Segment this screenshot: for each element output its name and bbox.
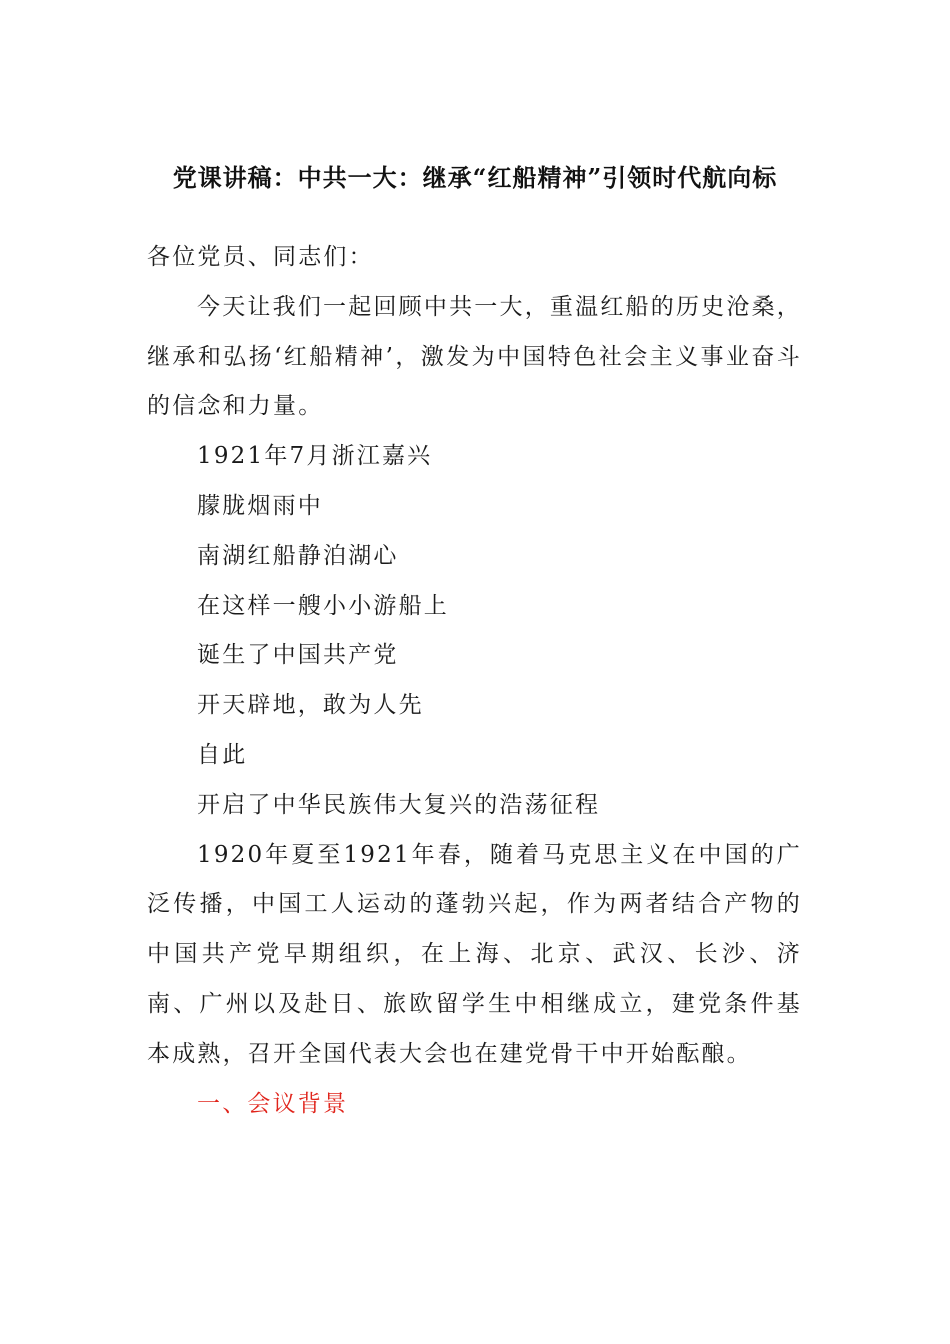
- verse-line: 朦胧烟雨中: [197, 492, 323, 519]
- document-body: [147, 233, 802, 1129]
- verse-line: 开启了中华民族伟大复兴的浩荡征程: [197, 791, 601, 818]
- document-title: 党课讲稿：中共一大：继承“红船精神”引领时代航向标: [172, 163, 778, 192]
- verse-line: 诞生了中国共产党: [197, 642, 399, 669]
- verse-line: 在这样一艘小小游船上: [197, 592, 449, 619]
- verse-line: 自此: [197, 741, 248, 768]
- section-heading: 一、会议背景: [197, 1090, 349, 1117]
- intro-paragraph: 今天让我们一起回顾中共一大，重温红船的历史沧桑，继承和弘扬‘红船精神’，激发为中国特色社会主义事业奋斗的信念和力量。: [147, 293, 802, 420]
- history-paragraph: 1920年夏至1921年春，随着马克思主义在中国的广泛传播，中国工人运动的蓬勃兴起，作为两者结合产物的中国共产党早期组织，在上海、北京、武汉、长沙、济南、广州以及赴日、旅欧留学生中相继成立，建党条件基本成熟，召开全国代表大会也在建党骨干中开始酝酿。: [147, 841, 802, 1067]
- verse-line: 南湖红船静泊湖心: [197, 542, 399, 569]
- verse-line: 开天辟地，敢为人先: [197, 692, 424, 719]
- verse-line: 1921年7月浙江嘉兴: [197, 443, 433, 470]
- salutation: 各位党员、同志们：: [147, 244, 374, 270]
